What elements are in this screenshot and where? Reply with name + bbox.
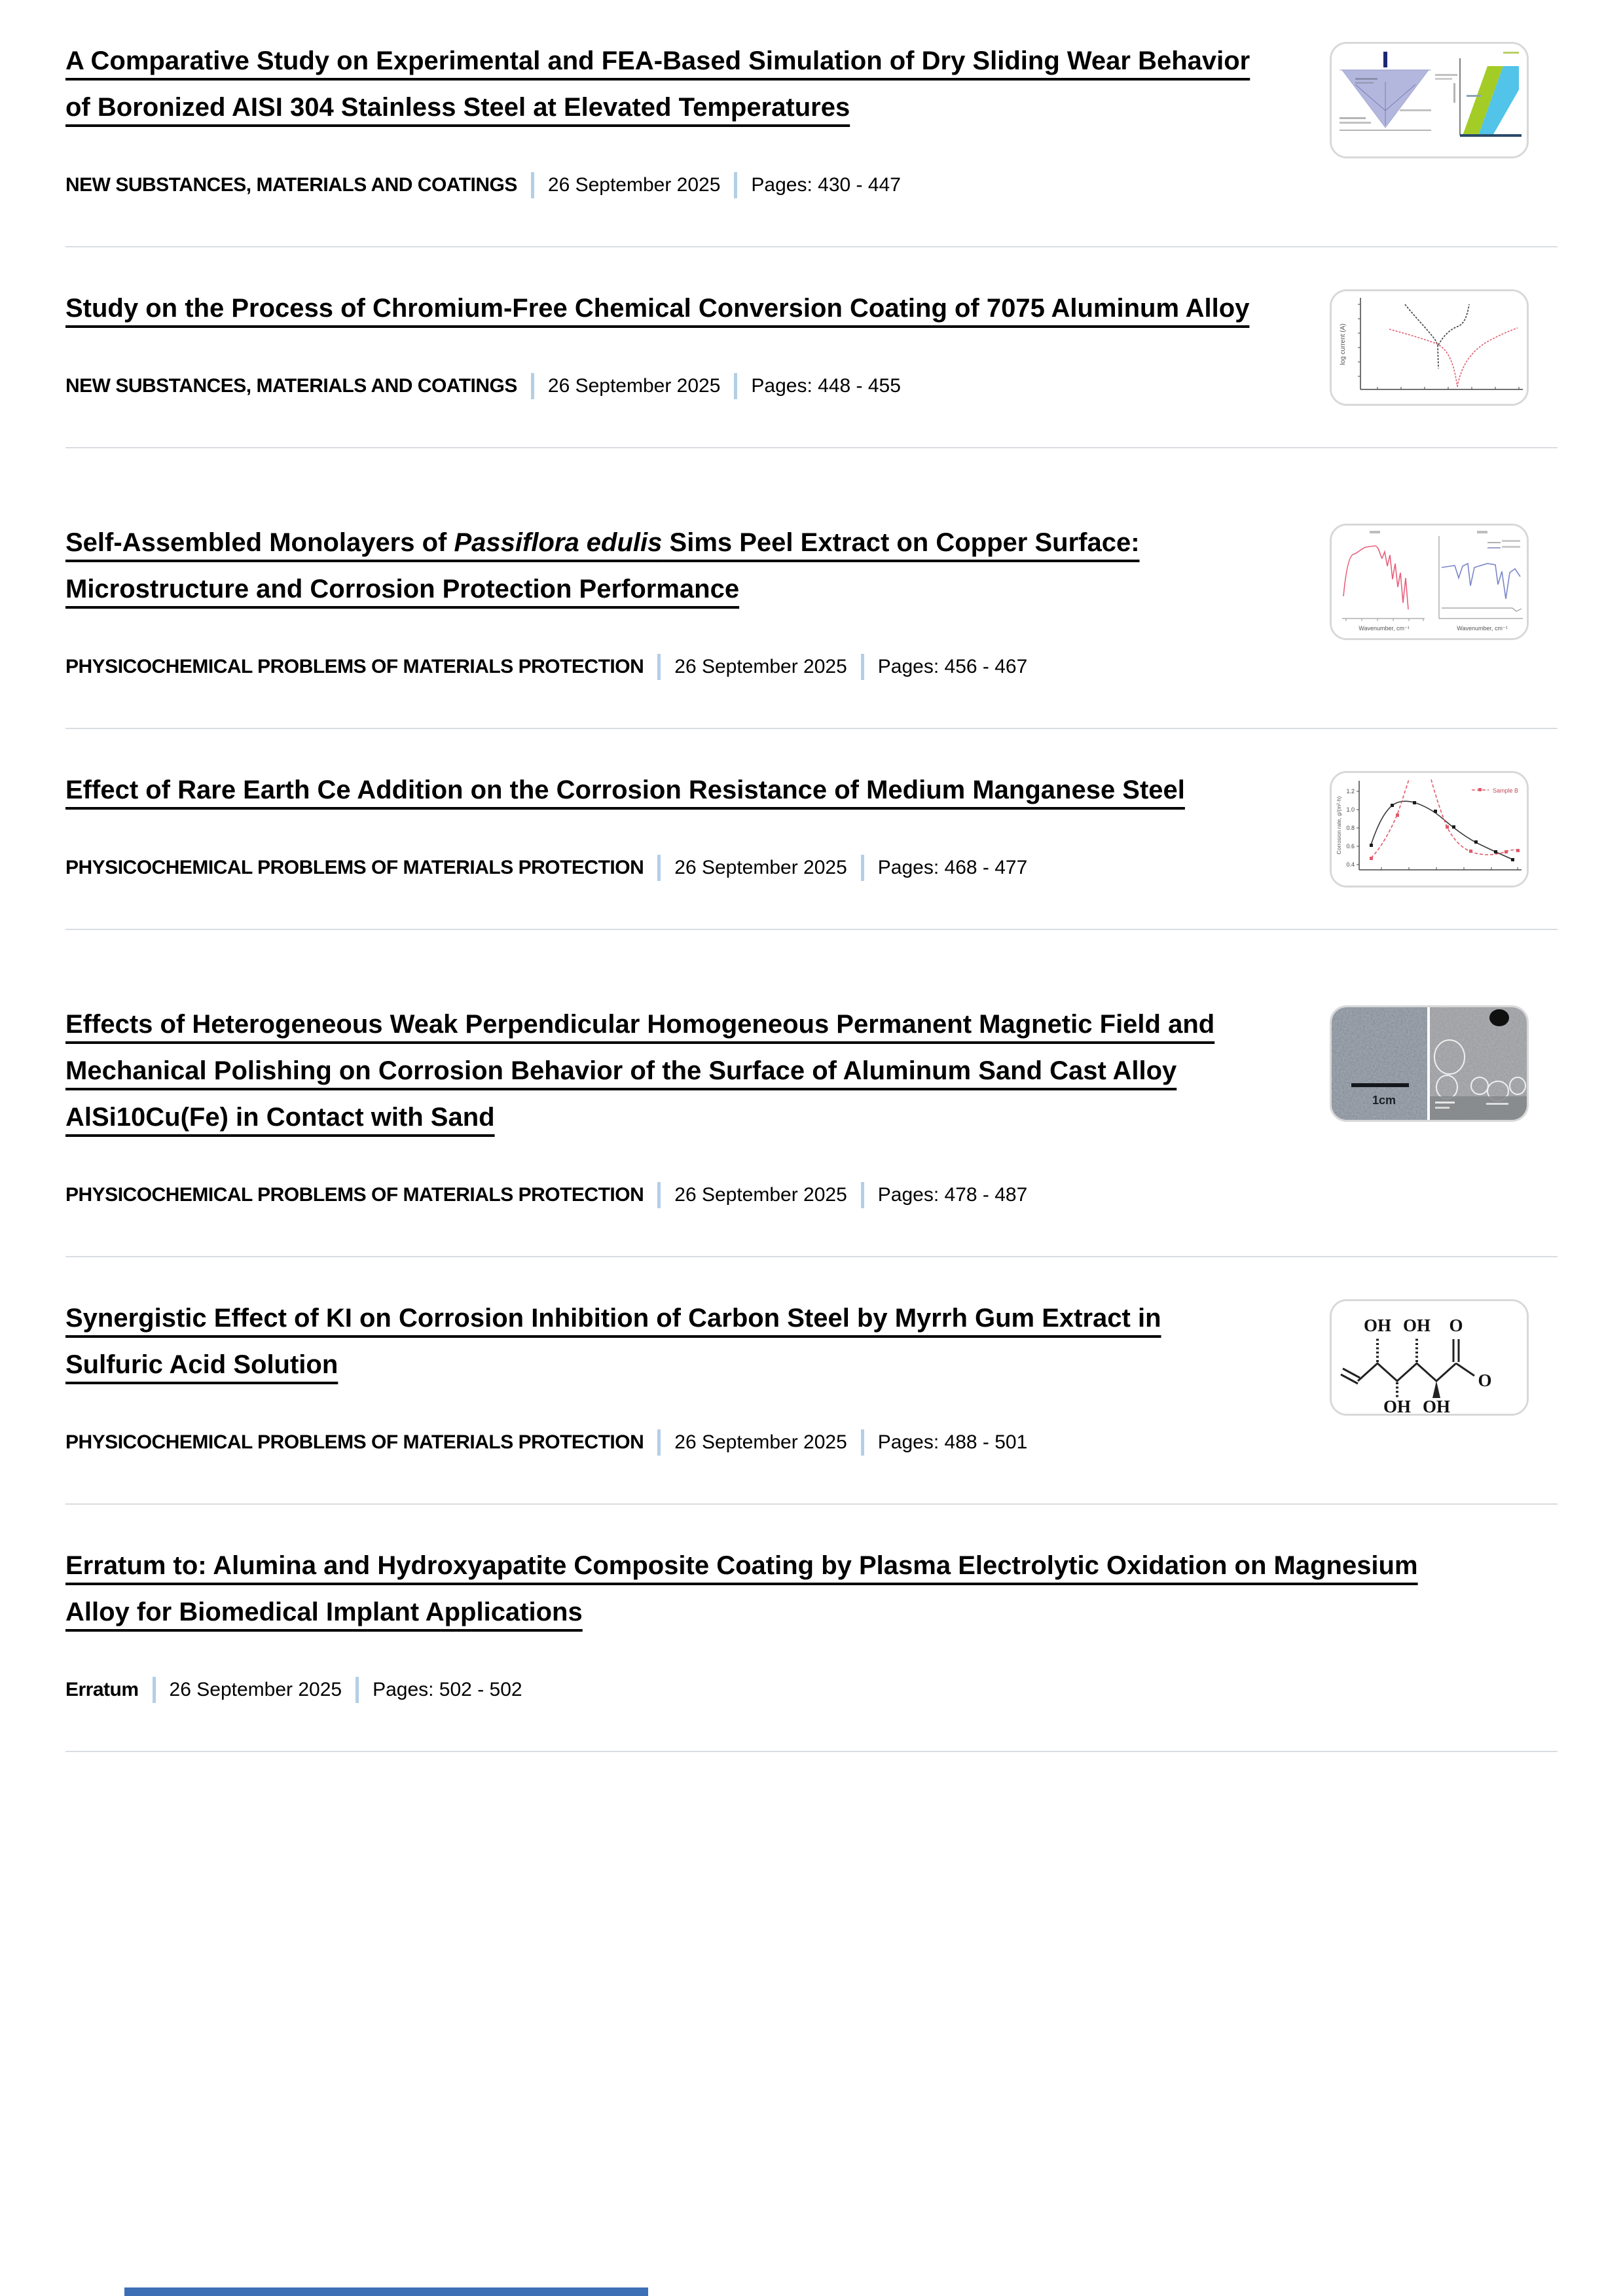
- meta-separator: [657, 1182, 661, 1208]
- chem-o-label: O: [1478, 1371, 1492, 1390]
- article-thumbnail: [1330, 1299, 1529, 1416]
- meta-separator: [657, 1429, 661, 1456]
- article-entry: [65, 0, 1558, 247]
- meta-separator: [861, 1182, 864, 1208]
- article-date: 26 September 2025: [547, 375, 721, 397]
- article-category: PHYSICOCHEMICAL PROBLEMS OF MATERIALS PROTECTION: [65, 656, 644, 677]
- article-pages: Pages: 468 - 477: [877, 857, 1028, 878]
- article-date: 26 September 2025: [674, 1184, 847, 1206]
- chem-oh-label: OH: [1422, 1397, 1451, 1414]
- article-divider: [65, 1751, 1558, 1752]
- y-tick: 1.0: [1346, 806, 1355, 813]
- article-category: NEW SUBSTANCES, MATERIALS AND COATINGS: [65, 375, 517, 397]
- article-title: [65, 38, 1263, 131]
- chem-structure-thumbnail: [1332, 1301, 1527, 1414]
- article-entry: [65, 482, 1558, 729]
- y-tick: 0.4: [1346, 861, 1355, 868]
- article-entry: [65, 247, 1558, 482]
- article-date: 26 September 2025: [674, 656, 847, 677]
- article-pages: Pages: 456 - 467: [877, 656, 1028, 677]
- ftir-spectra-thumbnail: [1332, 526, 1527, 638]
- article-title: [65, 767, 1263, 814]
- article-thumbnail: [1330, 1005, 1529, 1122]
- article-category: Erratum: [65, 1679, 139, 1700]
- corrosion-rate-plot-thumbnail: [1332, 773, 1527, 886]
- article-date: 26 September 2025: [547, 174, 721, 196]
- meta-separator: [861, 855, 864, 881]
- article-entry: [65, 1257, 1558, 1505]
- chem-oh-label: OH: [1363, 1316, 1392, 1335]
- article-category: PHYSICOCHEMICAL PROBLEMS OF MATERIALS PROTECTION: [65, 857, 644, 878]
- meta-separator: [657, 855, 661, 881]
- y-tick: 0.6: [1346, 843, 1355, 850]
- article-title: [65, 1001, 1263, 1141]
- article-meta: [65, 1429, 1263, 1456]
- article-date: 26 September 2025: [169, 1679, 342, 1700]
- article-title-link[interactable]: Erratum to: Alumina and Hydroxyapatite Composite Coating by Plasma Electrolytic Oxidation on Magnesium Alloy for Biomedical Implant Applications: [65, 1551, 1418, 1626]
- article-entry: [65, 1505, 1558, 1752]
- meta-separator: [356, 1677, 359, 1703]
- chem-oh-label: OH: [1402, 1316, 1431, 1335]
- chem-o-label: O: [1449, 1316, 1463, 1335]
- ftir-left-x-axis-label: Wavenumber, cm⁻¹: [1359, 625, 1410, 632]
- article-title-link[interactable]: Effects of Heterogeneous Weak Perpendicular Homogeneous Permanent Magnetic Field and Mechanical Polishing on Corrosion Behavior of the Surface of Aluminum Sand Cast Alloy AlSi10Cu(Fe) in Contact with Sand: [65, 1010, 1215, 1132]
- article-entry: [65, 963, 1558, 1257]
- article-title-link[interactable]: A Comparative Study on Experimental and FEA-Based Simulation of Dry Sliding Wear Behavior of Boronized AISI 304 Stainless Steel at Elevated Temperatures: [65, 46, 1250, 122]
- article-title: [65, 1543, 1472, 1636]
- micrograph-pair-thumbnail: [1332, 1007, 1527, 1120]
- article-thumbnail: [1330, 289, 1529, 406]
- article-pages: Pages: 502 - 502: [373, 1679, 522, 1700]
- corrosion-legend-label: Sample B: [1493, 787, 1519, 794]
- meta-separator: [657, 654, 661, 680]
- article-title-link[interactable]: Effect of Rare Earth Ce Addition on the Corrosion Resistance of Medium Manganese Steel: [65, 776, 1185, 804]
- article-body: [65, 1543, 1558, 1704]
- meta-separator: [861, 654, 864, 680]
- article-entry: [65, 729, 1558, 963]
- article-meta: [65, 1676, 1472, 1704]
- corrosion-y-axis-label: Corrosion rate, g/(m²·h): [1336, 796, 1342, 855]
- article-title: [65, 520, 1263, 613]
- article-pages: Pages: 448 - 455: [751, 375, 901, 397]
- article-divider: [65, 929, 1558, 930]
- article-pages: Pages: 430 - 447: [751, 174, 901, 196]
- y-tick: 1.2: [1346, 788, 1355, 795]
- article-meta: [65, 653, 1263, 681]
- article-category: NEW SUBSTANCES, MATERIALS AND COATINGS: [65, 174, 517, 196]
- article-thumbnail: [1330, 42, 1529, 158]
- article-date: 26 September 2025: [674, 1431, 847, 1453]
- meta-separator: [153, 1677, 156, 1703]
- article-title: [65, 1295, 1263, 1388]
- meta-separator: [531, 373, 534, 399]
- article-pages: Pages: 488 - 501: [877, 1431, 1028, 1453]
- article-meta: [65, 854, 1263, 882]
- article-title-link[interactable]: Study on the Process of Chromium-Free Chemical Conversion Coating of 7075 Aluminum Alloy: [65, 294, 1250, 323]
- article-meta: [65, 171, 1263, 199]
- ftir-right-x-axis-label: Wavenumber, cm⁻¹: [1457, 625, 1508, 632]
- article-meta: [65, 1181, 1263, 1209]
- article-meta: [65, 372, 1263, 400]
- article-thumbnail: [1330, 771, 1529, 888]
- article-thumbnail: [1330, 524, 1529, 640]
- tafel-y-axis-label: log current (A): [1340, 323, 1347, 365]
- article-category: PHYSICOCHEMICAL PROBLEMS OF MATERIALS PROTECTION: [65, 1184, 644, 1206]
- article-title-link[interactable]: Synergistic Effect of KI on Corrosion Inhibition of Carbon Steel by Myrrh Gum Extract in Sulfuric Acid Solution: [65, 1304, 1161, 1379]
- tafel-plot-thumbnail: [1332, 291, 1527, 404]
- meta-separator: [734, 172, 737, 198]
- chem-oh-label: OH: [1383, 1397, 1412, 1414]
- meta-separator: [734, 373, 737, 399]
- meta-separator: [531, 172, 534, 198]
- article-divider: [65, 447, 1558, 448]
- article-pages: Pages: 478 - 487: [877, 1184, 1028, 1206]
- meta-separator: [861, 1429, 864, 1456]
- y-tick: 0.8: [1346, 825, 1355, 831]
- micrograph-scale-label: 1cm: [1372, 1094, 1396, 1107]
- article-title-link[interactable]: Self-Assembled Monolayers of Passiflora edulis Sims Peel Extract on Copper Surface: Microstructure and Corrosion Protection Performance: [65, 528, 1140, 603]
- wear-mechanism-diagram-thumbnail: [1332, 44, 1527, 156]
- article-category: PHYSICOCHEMICAL PROBLEMS OF MATERIALS PROTECTION: [65, 1431, 644, 1453]
- article-title: [65, 285, 1263, 332]
- bottom-bar: [124, 2287, 648, 2296]
- article-date: 26 September 2025: [674, 857, 847, 878]
